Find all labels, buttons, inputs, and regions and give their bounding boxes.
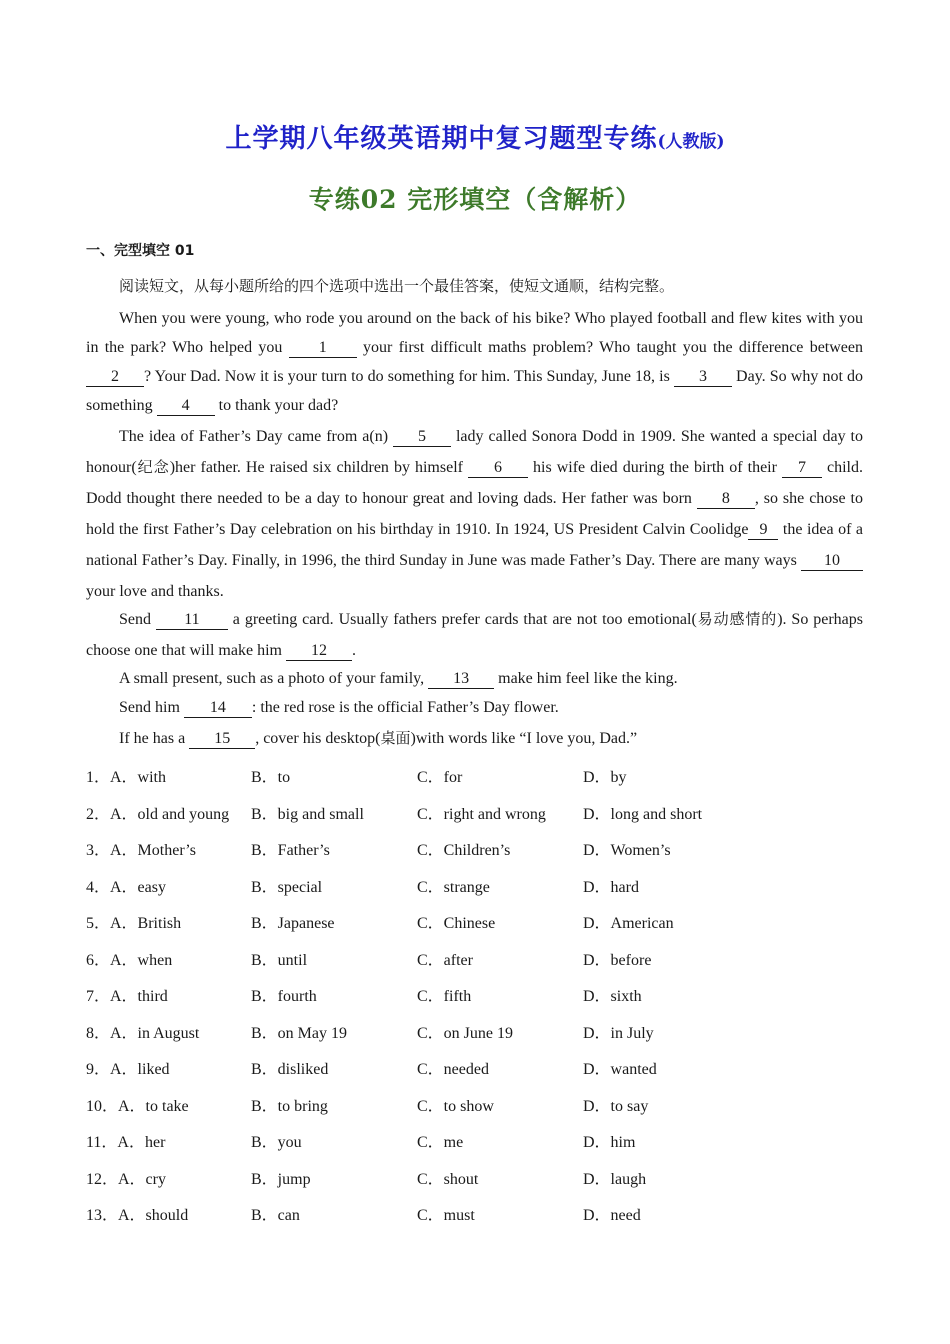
blank-8: 8: [697, 490, 755, 509]
option-d: D．by: [583, 769, 627, 786]
question-row: [86, 1125, 866, 1162]
question-row: [86, 1089, 866, 1126]
option-c: C．needed: [417, 1061, 489, 1078]
option-a: 12．A．cry: [86, 1170, 166, 1188]
blank-12: 12: [286, 642, 352, 661]
option-d: D．laugh: [583, 1170, 647, 1188]
option-d: D．in July: [583, 1024, 654, 1042]
option-d: D．need: [583, 1207, 641, 1224]
passage-paragraph-5: [86, 693, 863, 722]
question-row: [86, 906, 866, 943]
option-c: C．Children’s: [417, 842, 511, 859]
passage-text: the idea of a national Father’s Day. Finally, in 1996, the third Sunday in June was made Father’s Day. There are many ways: [86, 521, 864, 569]
option-c: C．after: [417, 951, 473, 969]
passage-text: a greeting card. Usually fathers prefer cards that are not too emotional(: [227, 611, 697, 628]
question-row: [86, 797, 866, 834]
option-d: D．before: [583, 951, 652, 969]
instruction-text: 阅读短文，从每小题所给的四个选项中选出一个最佳答案，使短文通顺，结构完整。: [119, 277, 675, 295]
passage-text: ). So perhaps choose one that will make him: [86, 611, 863, 659]
passage-text: .: [351, 642, 356, 659]
blank-11: 11: [156, 611, 228, 630]
blank-2: 2: [86, 368, 144, 387]
option-b: B．disliked: [251, 1061, 329, 1078]
option-a: 5．A．British: [86, 915, 182, 932]
blank-3: 3: [674, 368, 732, 387]
passage-text: A small present, such as a photo of your family,: [119, 670, 429, 687]
option-a: 7．A．third: [86, 988, 168, 1005]
option-a: 4．A．easy: [86, 878, 166, 896]
option-d: D．to say: [583, 1097, 649, 1115]
instruction-paragraph: [86, 272, 863, 301]
chinese-gloss: 易动感情的: [696, 610, 778, 628]
option-b: B．to: [251, 769, 291, 786]
option-a: 13．A．should: [86, 1207, 189, 1224]
passage-text: lady called Sonora Dodd in 1909. She wanted a special day to honour(: [86, 428, 863, 476]
passage-paragraph-4: [86, 664, 863, 693]
option-b: B．special: [251, 878, 323, 896]
option-c: C．for: [417, 769, 463, 786]
passage-text: The idea of Father’s Day came from a(n): [119, 428, 394, 445]
option-c: C．on June 19: [417, 1024, 514, 1042]
question-row: [86, 870, 866, 907]
option-a: 10．A．to take: [86, 1097, 189, 1115]
chinese-gloss: 桌面: [380, 729, 411, 747]
passage-paragraph-2: [86, 421, 863, 607]
blank-14: 14: [184, 699, 252, 718]
passage-text: )her father. He raised six children by himself: [169, 459, 468, 476]
option-d: D．sixth: [583, 988, 642, 1005]
question-row: [86, 760, 866, 797]
option-c: C．strange: [417, 878, 490, 896]
option-b: B．fourth: [251, 988, 317, 1005]
passage-text: Send: [119, 611, 156, 628]
passage-text: child. Dodd thought there needed to be a day to honour great and loving dads. Her father was born: [86, 459, 863, 507]
passage-text: , cover his desktop(: [255, 730, 381, 747]
passage-paragraph-6: [86, 724, 863, 753]
option-a: 1．A．with: [86, 769, 167, 786]
question-row: [86, 979, 866, 1016]
option-a: 2．A．old and young: [86, 805, 230, 823]
passage-paragraph-1: [86, 304, 863, 420]
blank-7: 7: [782, 459, 822, 478]
option-a: 9．A．liked: [86, 1061, 170, 1078]
passage-text: )with words like “I love you, Dad.”: [410, 730, 638, 747]
option-c: C．right and wrong: [417, 805, 546, 823]
option-c: C．fifth: [417, 988, 472, 1005]
question-row: [86, 1198, 866, 1235]
document-subtitle: 专练02 完形填空（含解析）: [308, 185, 642, 214]
passage-text: When you were young, who rode you around on the back of his bike? Who played football and flew kites with you in the park? Who helped you: [86, 310, 863, 356]
blank-5: 5: [393, 428, 451, 447]
blank-9: 9: [748, 521, 778, 540]
option-b: B．until: [251, 951, 308, 969]
document-title: [0, 118, 950, 155]
option-a: 11．A．her: [86, 1134, 166, 1151]
blank-10: 10: [801, 552, 863, 571]
passage-text: , so she chose to hold the first Father’s Day celebration on his birthday in 1910. In 1924, US President Calvin Coolidge: [86, 490, 864, 538]
question-row: [86, 1162, 866, 1199]
option-b: B．you: [251, 1134, 302, 1151]
option-c: C．to show: [417, 1097, 494, 1115]
question-row: [86, 1016, 866, 1053]
chinese-gloss: 纪念: [136, 458, 170, 476]
passage-paragraph-3: [86, 604, 863, 666]
question-row: [86, 943, 866, 980]
title-edition: (人教版): [657, 132, 725, 152]
passage-text: If he has a: [119, 730, 190, 747]
option-d: D．hard: [583, 878, 639, 896]
passage-text: Send him: [119, 699, 184, 716]
passage-text: : the red rose is the official Father’s Day flower.: [251, 699, 559, 716]
option-c: C．Chinese: [417, 915, 496, 932]
option-a: 3．A．Mother’s: [86, 842, 196, 859]
blank-4: 4: [157, 397, 215, 416]
option-b: B．to bring: [251, 1097, 328, 1115]
option-c: C．must: [417, 1207, 475, 1224]
option-b: B．on May 19: [251, 1024, 348, 1042]
passage-text: your love and thanks.: [86, 583, 224, 600]
passage-text: ? Your Dad. Now it is your turn to do something for him. This Sunday, June 18, is: [144, 368, 674, 385]
option-d: D．American: [583, 915, 674, 932]
question-options-list: [86, 760, 866, 1235]
option-b: B．jump: [251, 1170, 311, 1188]
blank-1: 1: [289, 339, 357, 358]
option-c: C．me: [417, 1134, 464, 1151]
passage-text: Day. So why not do something: [86, 368, 863, 414]
option-d: D．Women’s: [583, 842, 671, 859]
passage-text: make him feel like the king.: [494, 670, 678, 687]
blank-15: 15: [189, 730, 255, 749]
option-b: B．big and small: [251, 805, 364, 823]
question-row: [86, 1052, 866, 1089]
option-b: B．can: [251, 1207, 300, 1224]
passage-text: his wife died during the birth of their: [527, 459, 782, 476]
option-c: C．shout: [417, 1170, 479, 1188]
passage-text: to thank your dad?: [214, 397, 339, 414]
passage-text: your first difficult maths problem? Who taught you the difference between: [356, 339, 863, 356]
title-main-text: 上学期八年级英语期中复习题型专练: [225, 124, 658, 154]
option-d: D．him: [583, 1134, 636, 1151]
section-heading: 一、完型填空 01: [86, 243, 195, 259]
option-d: D．wanted: [583, 1061, 657, 1078]
blank-6: 6: [468, 459, 528, 478]
option-a: 6．A．when: [86, 951, 173, 969]
option-a: 8．A．in August: [86, 1024, 200, 1042]
blank-13: 13: [428, 670, 494, 689]
option-d: D．long and short: [583, 805, 703, 823]
option-b: B．Japanese: [251, 915, 335, 932]
question-row: [86, 833, 866, 870]
option-b: B．Father’s: [251, 842, 330, 859]
